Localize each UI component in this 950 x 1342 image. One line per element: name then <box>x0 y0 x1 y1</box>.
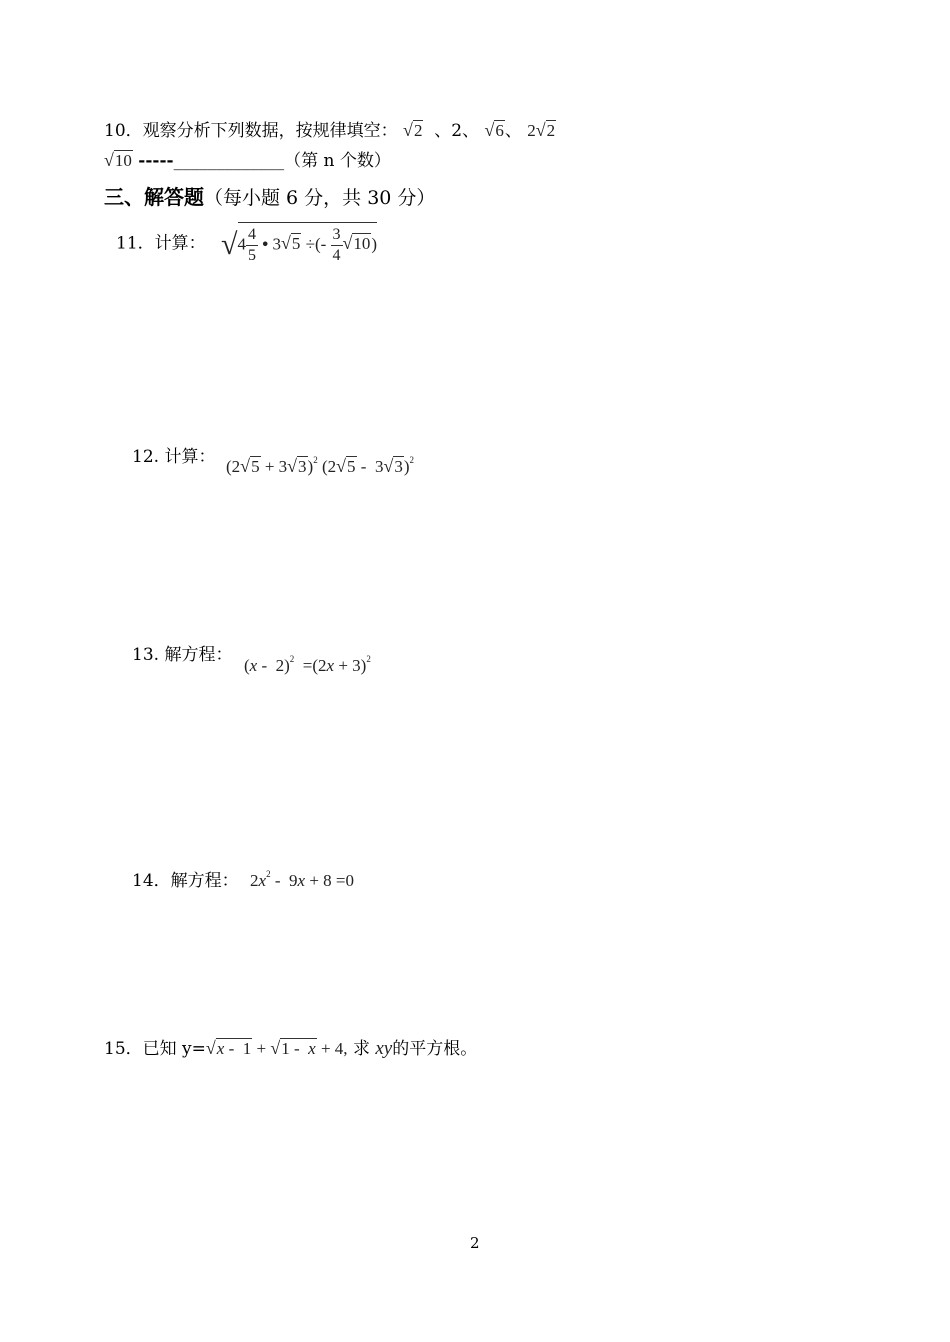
two-sqrt2-term: 2√2 <box>527 120 556 140</box>
question-12 <box>132 442 215 467</box>
question-14-label: 解方程： <box>170 871 239 891</box>
section-3-heading <box>104 181 435 210</box>
question-10-number: 10． <box>104 121 143 141</box>
question-13-expression: $(x - 2)^2 =(2x + 3)^2$ <box>244 654 371 675</box>
question-11 <box>116 222 377 266</box>
question-12-label: 计算： <box>164 447 216 467</box>
question-13 <box>132 640 232 665</box>
question-13-label: 解方程： <box>164 645 233 665</box>
question-15-suffix: 求 <box>352 1039 370 1059</box>
section-3-note: （每小题 6 分，共 30 分） <box>204 187 436 209</box>
sqrt6-term: √6 <box>484 120 504 140</box>
question-11-number: 11． <box>116 233 155 254</box>
section-3-title: 三、解答题 <box>104 185 204 209</box>
question-15-prefix: 已知 y= <box>142 1039 206 1059</box>
question-10-line1 <box>104 116 556 141</box>
question-15-number: 15． <box>104 1039 143 1059</box>
question-14 <box>132 866 354 891</box>
question-15-expression: √x - 1 + √1 - x + 4, <box>205 1038 348 1058</box>
question-11-label: 计算： <box>154 233 206 254</box>
question-14-expression: $2x^2 - 9x + 8 =0$ <box>250 869 354 890</box>
question-10-text: 观察分析下列数据，按规律填空： <box>142 121 398 141</box>
question-14-number: 14． <box>132 871 171 891</box>
question-15-var: xy <box>375 1038 393 1059</box>
question-10-sep1: 、2、 <box>434 121 480 141</box>
question-10-answer-blank[interactable]: _____________ <box>173 151 285 171</box>
question-10-dashes: ----- <box>138 151 174 171</box>
question-10-suffix: （第 n 个数） <box>284 151 391 171</box>
question-13-number: 13. <box>132 645 160 665</box>
page-number: 2 <box>470 1234 480 1252</box>
question-12-number: 12. <box>132 447 160 467</box>
sqrt10-term: √10 <box>104 150 132 170</box>
question-10-line2 <box>104 146 391 171</box>
question-12-expression: $(2√5 + 3√3)^2$ (2√5 - 3√3)$^2$ <box>226 455 415 476</box>
sqrt2-term: √2 <box>403 120 423 140</box>
question-15 <box>104 1034 477 1060</box>
question-11-expression: √4 $\frac{4}{5}$ • 3√5 ÷(- $\frac{3}{4}$ √10) <box>221 234 377 253</box>
question-10-sep2: 、 <box>504 121 522 141</box>
question-15-tail: 的平方根。 <box>392 1039 478 1059</box>
